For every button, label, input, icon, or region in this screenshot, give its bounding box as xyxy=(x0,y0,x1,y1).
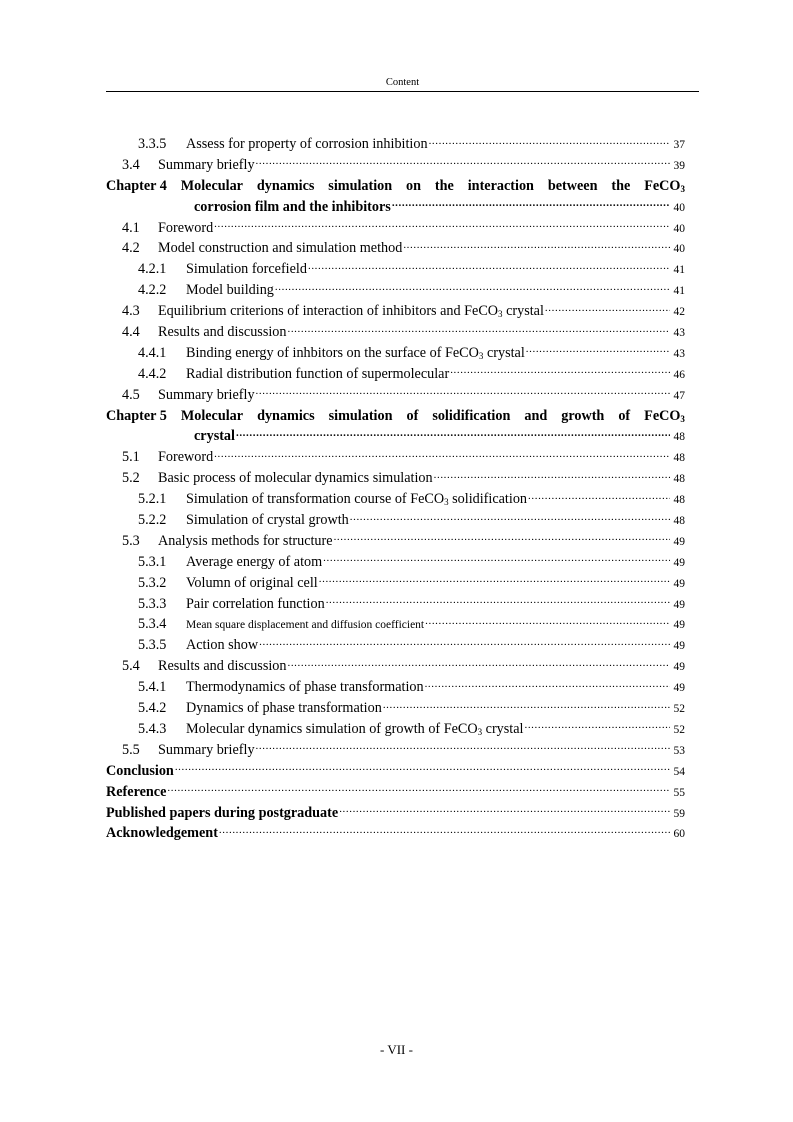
chapter-word: solidification xyxy=(432,407,511,424)
toc-entry-acknowledgement[interactable] xyxy=(106,823,685,844)
chapter-word: simulation xyxy=(328,407,393,424)
chapter-label: Chapter 4 xyxy=(106,177,167,194)
toc-entry-reference[interactable] xyxy=(106,782,685,803)
toc-entry[interactable] xyxy=(106,301,685,322)
toc-title: Results and discussion xyxy=(158,324,287,341)
toc-entry[interactable] xyxy=(106,573,685,594)
dot-leader xyxy=(236,431,670,443)
toc-entry[interactable] xyxy=(106,531,685,552)
toc-page: 52 xyxy=(673,703,685,716)
toc-title: Thermodynamics of phase transformation xyxy=(186,679,424,696)
toc-title: Radial distribution function of supermolecular xyxy=(186,365,450,382)
toc-number: 4.1 xyxy=(122,219,140,236)
chapter-word: FeCO xyxy=(644,177,681,194)
subscript: 3 xyxy=(498,309,503,320)
dot-leader xyxy=(256,744,670,756)
toc-number: 4.4 xyxy=(122,324,140,341)
toc-title: Pair correlation function xyxy=(186,595,325,612)
chapter-label: Chapter 5 xyxy=(106,407,167,424)
toc-title: Mean square displacement and diffusion coefficient xyxy=(186,619,425,632)
toc-title: Model building xyxy=(186,282,274,299)
chapter-word: Molecular xyxy=(180,407,244,424)
chapter-title-cont: corrosion film and the inhibitors xyxy=(194,198,391,215)
toc-title: Simulation forcefield xyxy=(186,261,307,278)
toc-number: 5.3.4 xyxy=(138,616,167,633)
toc-entry[interactable] xyxy=(106,635,685,656)
toc-entry[interactable] xyxy=(106,719,685,740)
chapter-word: the xyxy=(434,177,454,194)
chapter-word: dynamics xyxy=(256,177,315,194)
toc-number: 5.4.2 xyxy=(138,700,167,717)
running-header: Content xyxy=(385,77,420,88)
dot-leader xyxy=(528,494,670,506)
toc-number: 4.2.2 xyxy=(138,282,167,299)
dot-leader xyxy=(287,326,670,338)
toc-number: 5.3.2 xyxy=(138,574,167,591)
toc-page: 47 xyxy=(673,389,685,402)
toc-number: 5.2.1 xyxy=(138,491,167,508)
toc-title: Summary briefly xyxy=(158,741,255,758)
chapter-word: between xyxy=(547,177,598,194)
toc-number: 5.3.1 xyxy=(138,553,167,570)
toc-page: 48 xyxy=(673,452,685,465)
toc-title: Published papers during postgraduate xyxy=(106,804,339,821)
toc-title: Simulation of crystal growth xyxy=(186,512,349,529)
toc-page: 49 xyxy=(673,535,685,548)
dot-leader xyxy=(403,243,670,255)
chapter-word: of xyxy=(618,407,631,424)
toc-entry[interactable] xyxy=(106,259,685,280)
toc-title: Volumn of original cell xyxy=(186,574,318,591)
dot-leader xyxy=(275,285,670,297)
dot-leader xyxy=(425,682,670,694)
subscript: 3 xyxy=(477,726,483,737)
toc-page: 59 xyxy=(673,807,685,820)
toc-entry[interactable] xyxy=(106,656,685,677)
toc-page: 40 xyxy=(673,201,685,214)
subscript: 3 xyxy=(444,497,449,508)
toc-entry[interactable] xyxy=(106,510,685,531)
toc-number: 5.3.3 xyxy=(138,595,167,612)
toc-title: Simulation of transformation course of FeCO$_3$ solidification xyxy=(186,491,528,508)
toc-title: Foreword xyxy=(158,219,214,236)
toc-number: 4.5 xyxy=(122,386,140,403)
subscript: 3 xyxy=(478,350,484,361)
toc-page: 41 xyxy=(673,264,685,277)
toc-title: Action show xyxy=(186,637,259,654)
toc-page: 40 xyxy=(673,222,685,235)
chapter-word: simulation xyxy=(328,177,393,194)
toc-title: Acknowledgement xyxy=(106,825,218,842)
toc-number: 5.1 xyxy=(122,449,140,466)
dot-leader xyxy=(545,306,670,318)
dot-leader xyxy=(256,159,670,171)
header-rule xyxy=(106,91,699,92)
chapter-word: growth xyxy=(561,407,605,424)
toc-title: Assess for property of corrosion inhibition xyxy=(186,136,428,152)
toc-entry[interactable] xyxy=(106,552,685,573)
chapter-title-cont: crystal xyxy=(194,428,235,445)
toc-title: Binding energy of inhbitors on the surface of FeCO$_3$ crystal xyxy=(186,344,525,361)
dot-leader xyxy=(214,222,670,234)
table-of-contents xyxy=(106,134,685,844)
toc-entry[interactable] xyxy=(106,343,685,364)
dot-leader xyxy=(526,347,670,359)
toc-title: Model construction and simulation method xyxy=(158,240,403,257)
dot-leader xyxy=(450,368,670,380)
toc-entry[interactable] xyxy=(106,447,685,468)
toc-number: 4.3 xyxy=(122,303,140,320)
toc-number: 5.4.3 xyxy=(138,720,167,737)
toc-entry[interactable] xyxy=(106,238,685,259)
toc-page: 43 xyxy=(673,347,685,360)
toc-title: Summary briefly xyxy=(158,386,255,403)
toc-entry[interactable] xyxy=(106,364,685,385)
dot-leader xyxy=(323,556,670,568)
toc-chapter-4[interactable] xyxy=(106,176,685,218)
toc-number: 4.2.1 xyxy=(138,261,167,278)
toc-number: 4.2 xyxy=(122,240,140,257)
toc-page: 49 xyxy=(673,661,685,674)
toc-number: 3.4 xyxy=(122,156,140,173)
chapter-word: dynamics xyxy=(257,407,315,424)
dot-leader xyxy=(167,786,670,798)
dot-leader xyxy=(175,765,670,777)
dot-leader xyxy=(256,389,670,401)
toc-number: 3.3.5 xyxy=(138,136,167,152)
toc-title: Conclusion xyxy=(106,762,174,779)
toc-title: Average energy of atom xyxy=(186,553,323,570)
toc-entry[interactable] xyxy=(106,322,685,343)
toc-page: 55 xyxy=(673,786,685,799)
toc-page: 40 xyxy=(673,243,685,256)
toc-number: 5.2.2 xyxy=(138,512,167,529)
toc-page: 46 xyxy=(673,368,685,381)
toc-page: 48 xyxy=(673,515,685,528)
dot-leader xyxy=(259,640,670,652)
page-number: - VII - xyxy=(380,1042,413,1057)
toc-page: 43 xyxy=(673,327,685,340)
toc-page: 42 xyxy=(673,306,685,319)
chapter-word: the xyxy=(611,177,631,194)
toc-entry-published-papers[interactable] xyxy=(106,803,685,824)
toc-entry[interactable] xyxy=(106,489,685,510)
subscript: 3 xyxy=(680,413,685,424)
dot-leader xyxy=(308,264,670,276)
toc-number: 4.4.1 xyxy=(138,344,167,361)
dot-leader xyxy=(392,201,670,213)
toc-page: 41 xyxy=(673,285,685,298)
toc-page: 53 xyxy=(673,744,685,757)
chapter-word: interaction xyxy=(467,177,534,194)
toc-number: 5.4 xyxy=(122,658,140,675)
subscript: 3 xyxy=(680,183,685,194)
toc-page: 52 xyxy=(673,723,685,736)
dot-leader xyxy=(214,452,670,464)
dot-leader xyxy=(287,661,670,673)
toc-title: Analysis methods for structure xyxy=(158,532,333,549)
dot-leader xyxy=(383,702,670,714)
dot-leader xyxy=(425,619,670,631)
chapter-word: FeCO xyxy=(644,407,681,424)
dot-leader xyxy=(434,473,670,485)
chapter-word: and xyxy=(524,407,548,424)
chapter-word: on xyxy=(406,177,422,194)
toc-title: Basic process of molecular dynamics simulation xyxy=(158,470,433,487)
toc-entry[interactable] xyxy=(106,218,685,239)
dot-leader xyxy=(219,828,670,840)
toc-entry[interactable] xyxy=(106,677,685,698)
toc-page: 49 xyxy=(673,682,685,695)
toc-page: 49 xyxy=(673,598,685,611)
toc-title: Foreword xyxy=(158,449,214,466)
toc-title: Equilibrium criterions of interaction of inhibitors and FeCO$_3$ crystal xyxy=(158,303,544,320)
dot-leader xyxy=(524,723,670,735)
toc-title: Results and discussion xyxy=(158,658,287,675)
toc-title: Summary briefly xyxy=(158,156,255,173)
toc-page: 49 xyxy=(673,556,685,569)
toc-chapter-5[interactable] xyxy=(106,406,685,448)
chapter-word: of xyxy=(406,407,419,424)
toc-page: 54 xyxy=(673,765,685,778)
dot-leader xyxy=(334,535,670,547)
toc-page: 49 xyxy=(673,577,685,590)
toc-entry[interactable] xyxy=(106,155,685,176)
chapter-word: Molecular xyxy=(180,177,243,194)
toc-entry[interactable] xyxy=(106,614,685,635)
dot-leader xyxy=(319,577,670,589)
toc-title: Dynamics of phase transformation xyxy=(186,700,382,717)
toc-entry[interactable] xyxy=(106,698,685,719)
toc-entry[interactable] xyxy=(106,468,685,489)
dot-leader xyxy=(429,138,670,150)
dot-leader xyxy=(339,807,670,819)
toc-page: 48 xyxy=(673,473,685,486)
toc-entry[interactable] xyxy=(106,385,685,406)
dot-leader xyxy=(326,598,670,610)
toc-number: 5.5 xyxy=(122,741,140,758)
toc-entry[interactable] xyxy=(106,594,685,615)
toc-page: 60 xyxy=(673,828,685,841)
toc-number: 5.3 xyxy=(122,532,140,549)
toc-title: Molecular dynamics simulation of growth of FeCO$_3$ crystal xyxy=(186,720,524,737)
toc-page: 49 xyxy=(673,619,685,632)
toc-number: 5.3.5 xyxy=(138,637,167,654)
toc-page: 48 xyxy=(673,431,685,444)
toc-page: 37 xyxy=(673,139,685,151)
toc-entry[interactable] xyxy=(106,134,685,155)
toc-number: 4.4.2 xyxy=(138,365,167,382)
toc-page: 39 xyxy=(673,159,685,172)
toc-entry-conclusion[interactable] xyxy=(106,761,685,782)
toc-entry[interactable] xyxy=(106,280,685,301)
toc-entry[interactable] xyxy=(106,740,685,761)
dot-leader xyxy=(350,514,670,526)
toc-page: 48 xyxy=(673,494,685,507)
toc-number: 5.4.1 xyxy=(138,679,167,696)
toc-page: 49 xyxy=(673,640,685,653)
toc-number: 5.2 xyxy=(122,470,140,487)
toc-title: Reference xyxy=(106,783,167,800)
